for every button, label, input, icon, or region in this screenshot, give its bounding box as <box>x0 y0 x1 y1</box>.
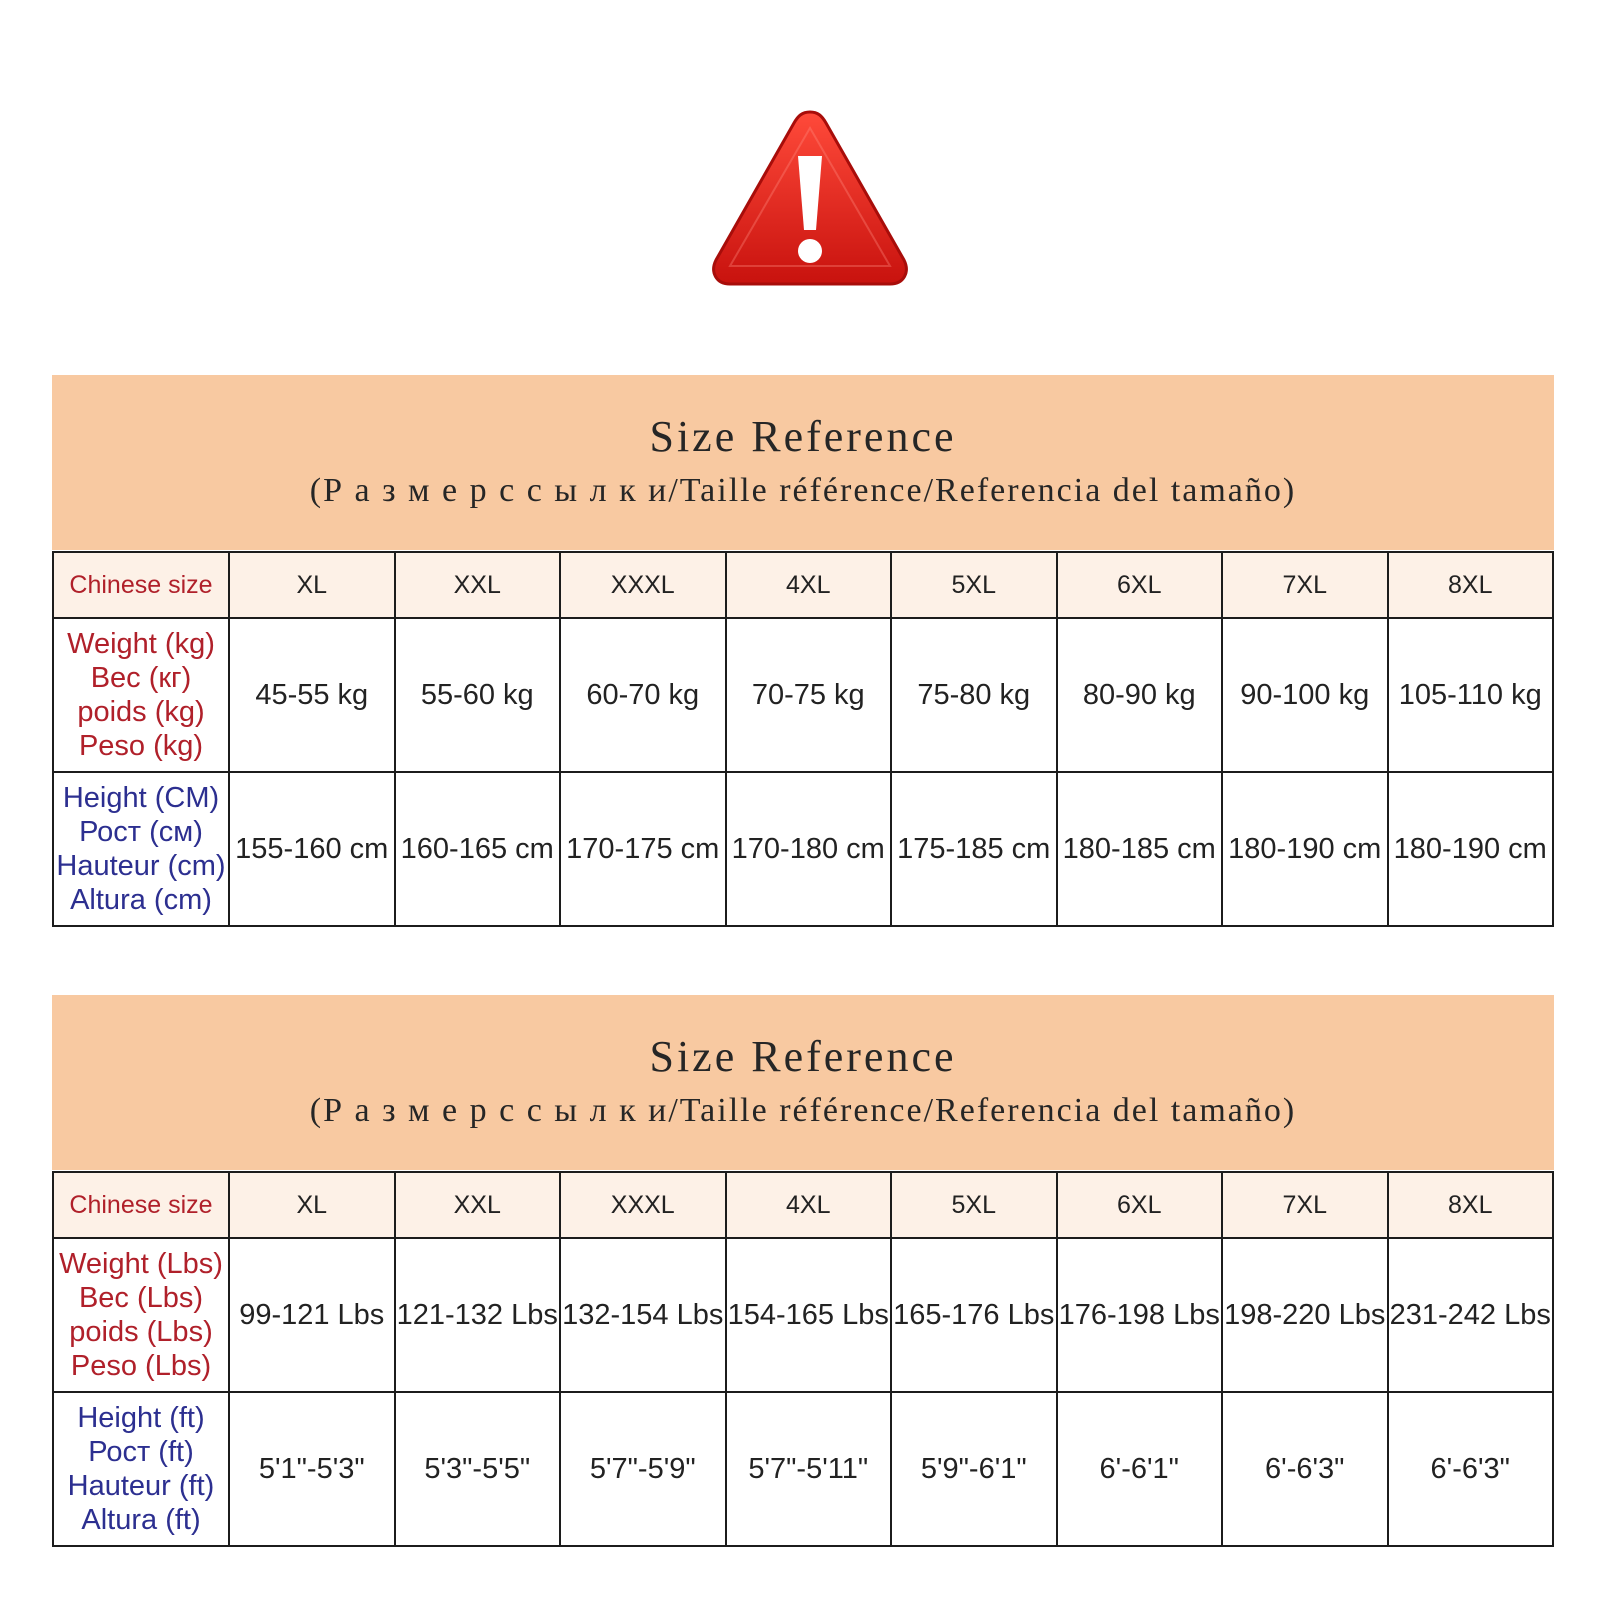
label-line: poids (Lbs) <box>69 1316 213 1348</box>
weight-cell: 132-154 Lbs <box>560 1238 726 1392</box>
label-line: Вес (кг) <box>90 662 192 694</box>
weight-cell: 45-55 kg <box>229 618 395 772</box>
size-label: Chinese size <box>53 1172 229 1238</box>
height-cell: 175-185 cm <box>891 772 1057 926</box>
warning-icon <box>710 106 910 290</box>
weight-cell: 99-121 Lbs <box>229 1238 395 1392</box>
label-line: Peso (Lbs) <box>70 1350 212 1382</box>
banner-title: Size Reference <box>649 1032 957 1081</box>
size-cell: 7XL <box>1222 1172 1388 1238</box>
height-cell: 155-160 cm <box>229 772 395 926</box>
height-cell: 170-180 cm <box>726 772 892 926</box>
size-cell: 7XL <box>1222 552 1388 618</box>
weight-cell: 75-80 kg <box>891 618 1057 772</box>
size-cell: XXL <box>395 1172 561 1238</box>
height-cell: 6'-6'3" <box>1222 1392 1388 1546</box>
size-cell: 6XL <box>1057 1172 1223 1238</box>
weight-cell: 80-90 kg <box>1057 618 1223 772</box>
height-cell: 180-190 cm <box>1388 772 1554 926</box>
label-line: Hauteur (cm) <box>56 850 226 882</box>
height-cell: 5'9"-6'1" <box>891 1392 1057 1546</box>
height-cell: 5'3"-5'5" <box>395 1392 561 1546</box>
label-line: Weight (kg) <box>67 628 215 660</box>
height-cell: 5'7"-5'11" <box>726 1392 892 1546</box>
height-cell: 160-165 cm <box>395 772 561 926</box>
size-cell: 4XL <box>726 1172 892 1238</box>
weight-row <box>53 618 1553 772</box>
size-row <box>53 552 1553 618</box>
size-cell: 5XL <box>891 552 1057 618</box>
weight-cell: 154-165 Lbs <box>726 1238 892 1392</box>
height-cell: 170-175 cm <box>560 772 726 926</box>
label-line: Рост (см) <box>79 816 203 848</box>
weight-cell: 70-75 kg <box>726 618 892 772</box>
size-cell: XXXL <box>560 1172 726 1238</box>
weight-cell: 105-110 kg <box>1388 618 1554 772</box>
weight-cell: 231-242 Lbs <box>1388 1238 1554 1392</box>
weight-label <box>53 618 229 772</box>
banner-title: Size Reference <box>649 412 957 461</box>
size-reference-imperial <box>52 995 1554 1547</box>
label-line: Altura (ft) <box>81 1504 201 1536</box>
height-label <box>53 772 229 926</box>
size-label: Chinese size <box>53 552 229 618</box>
label-line: Weight (Lbs) <box>59 1248 223 1280</box>
height-cell: 180-185 cm <box>1057 772 1223 926</box>
height-label <box>53 1392 229 1546</box>
size-reference-metric <box>52 375 1554 927</box>
size-cell: XXL <box>395 552 561 618</box>
size-cell: 8XL <box>1388 1172 1554 1238</box>
height-cell: 6'-6'3" <box>1388 1392 1554 1546</box>
label-line: Peso (kg) <box>78 730 204 762</box>
height-cell: 5'1"-5'3" <box>229 1392 395 1546</box>
label-line: Вес (Lbs) <box>78 1282 204 1314</box>
banner-subtitle: (Р а з м е р с с ы л к и/Taille référence/Referencia del tamaño) <box>309 472 1297 509</box>
size-cell: XL <box>229 552 395 618</box>
height-row <box>53 1392 1553 1546</box>
label-line: poids (kg) <box>77 696 205 728</box>
weight-cell: 90-100 kg <box>1222 618 1388 772</box>
size-cell: 4XL <box>726 552 892 618</box>
height-row <box>53 772 1553 926</box>
weight-cell: 55-60 kg <box>395 618 561 772</box>
size-cell: 8XL <box>1388 552 1554 618</box>
size-cell: XL <box>229 1172 395 1238</box>
weight-cell: 198-220 Lbs <box>1222 1238 1388 1392</box>
size-row <box>53 1172 1553 1238</box>
weight-cell: 60-70 kg <box>560 618 726 772</box>
banner-subtitle: (Р а з м е р с с ы л к и/Taille référence/Referencia del tamaño) <box>309 1092 1297 1129</box>
label-line: Рост (ft) <box>88 1436 194 1468</box>
height-cell: 6'-6'1" <box>1057 1392 1223 1546</box>
size-table <box>52 1171 1554 1547</box>
weight-cell: 121-132 Lbs <box>395 1238 561 1392</box>
section-banner <box>52 995 1554 1170</box>
section-banner <box>52 375 1554 550</box>
size-cell: 5XL <box>891 1172 1057 1238</box>
size-table <box>52 551 1554 927</box>
weight-row <box>53 1238 1553 1392</box>
size-cell: 6XL <box>1057 552 1223 618</box>
weight-label <box>53 1238 229 1392</box>
label-line: Height (ft) <box>77 1402 205 1434</box>
weight-cell: 176-198 Lbs <box>1057 1238 1223 1392</box>
size-cell: XXXL <box>560 552 726 618</box>
height-cell: 5'7"-5'9" <box>560 1392 726 1546</box>
label-line: Hauteur (ft) <box>67 1470 215 1502</box>
label-line: Altura (cm) <box>70 884 212 916</box>
label-line: Height (CM) <box>62 782 220 814</box>
weight-cell: 165-176 Lbs <box>891 1238 1057 1392</box>
height-cell: 180-190 cm <box>1222 772 1388 926</box>
